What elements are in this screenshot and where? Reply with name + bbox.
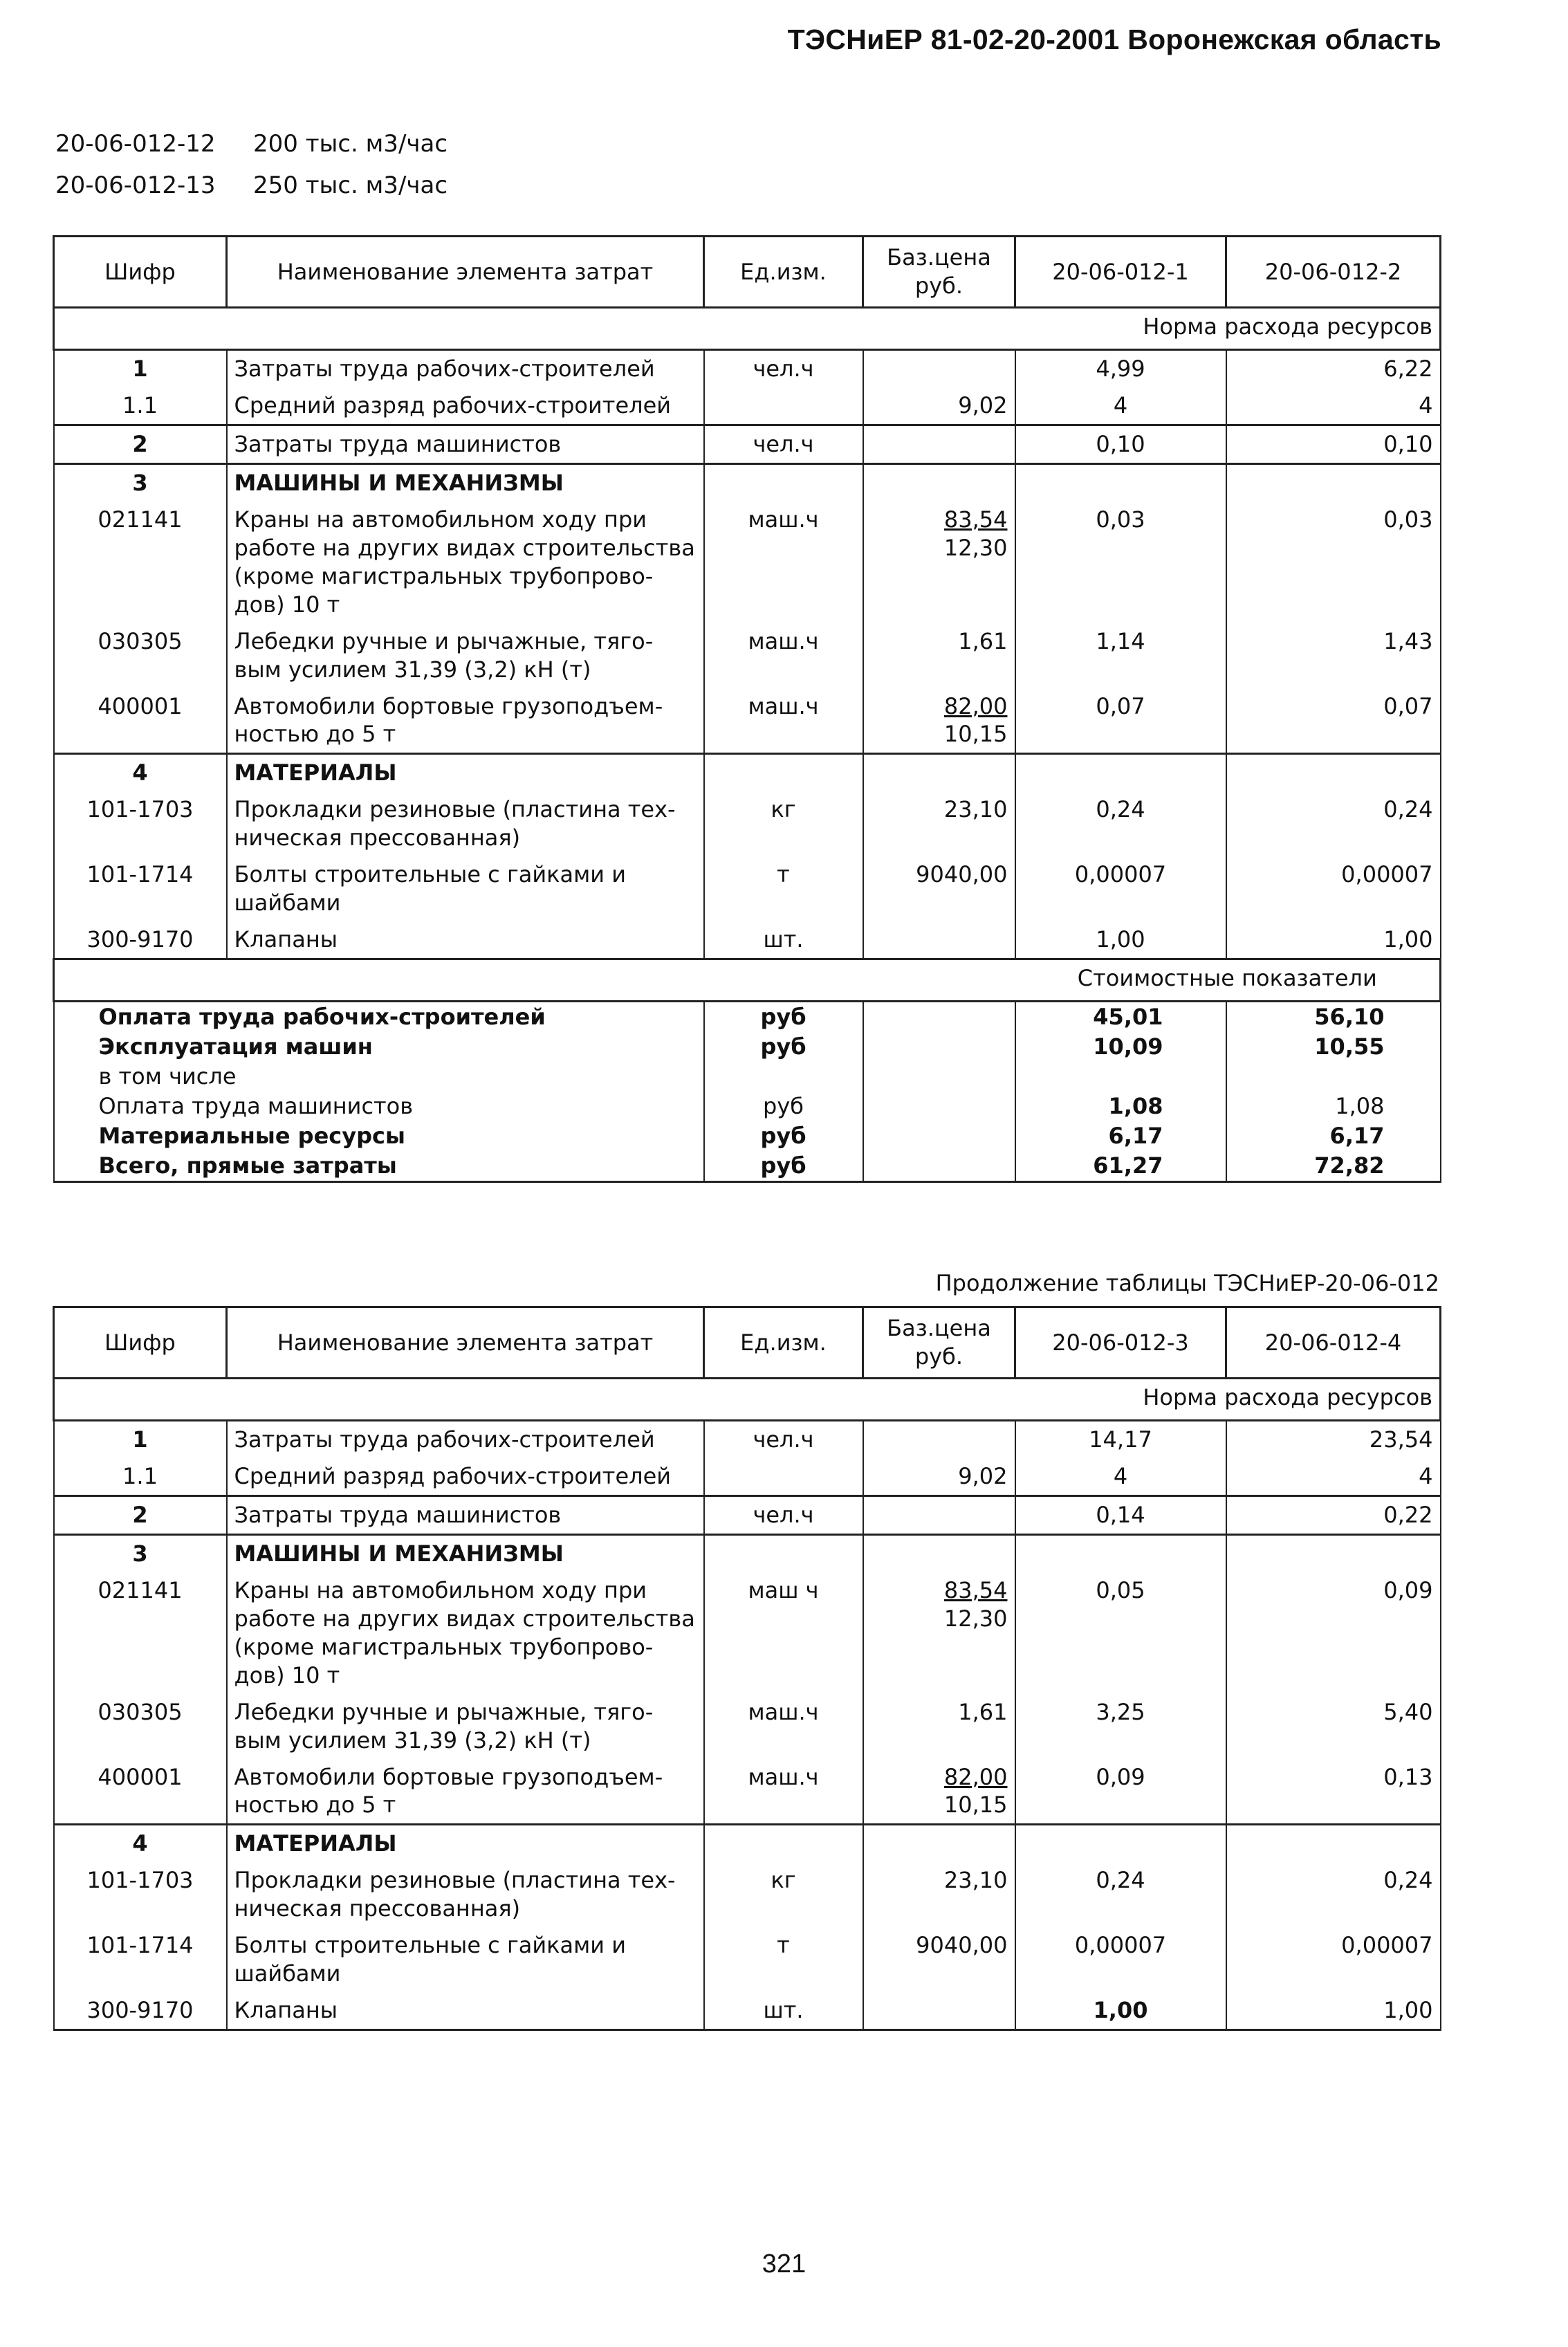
row-price <box>863 425 1015 463</box>
row-price: 9040,00 <box>863 1927 1015 1992</box>
table-row <box>54 1759 1441 1825</box>
row-unit: чел.ч <box>704 350 863 387</box>
table-row <box>54 623 1441 688</box>
cost-row-value-a: 61,27 <box>1015 1151 1226 1181</box>
row-name: Затраты труда рабочих-строителей <box>227 350 704 387</box>
cost-row-value-b: 6,17 <box>1226 1121 1441 1151</box>
row-value-a <box>1015 1825 1226 1862</box>
price-top: 82,00 <box>943 1763 1008 1790</box>
norm-label-spacer <box>54 308 1015 350</box>
row-price: 1,61 <box>863 1694 1015 1759</box>
header-unit: Ед.изм. <box>704 237 863 308</box>
cost-row-label: в том числе <box>54 1062 704 1092</box>
cost-row-value-b: 10,55 <box>1226 1032 1441 1062</box>
row-price <box>863 1534 1015 1572</box>
row-unit: т <box>704 1927 863 1992</box>
row-value-a: 1,00 <box>1015 1992 1226 2030</box>
row-value-b: 23,54 <box>1226 1421 1441 1458</box>
row-code: 021141 <box>54 1572 227 1694</box>
row-price: 9040,00 <box>863 856 1015 921</box>
price-bottom: 12,30 <box>943 534 1008 561</box>
table-row <box>54 1495 1441 1534</box>
row-value-b: 0,13 <box>1226 1759 1441 1825</box>
row-code: 101-1703 <box>54 791 227 856</box>
row-price <box>863 1421 1015 1458</box>
row-code: 400001 <box>54 688 227 754</box>
row-name: Затраты труда машинистов <box>227 1495 704 1534</box>
row-code: 1 <box>54 1421 227 1458</box>
continuation-caption: Продолжение таблицы ТЭСНиЕР-20-06-012 <box>935 1270 1439 1296</box>
pre-line-text: 200 тыс. м3/час <box>253 130 448 158</box>
row-price <box>863 688 1015 754</box>
header-code: Шифр <box>54 1307 227 1379</box>
row-code: 2 <box>54 1495 227 1534</box>
row-unit: маш.ч <box>704 1694 863 1759</box>
table-row <box>54 501 1441 623</box>
table-row <box>54 425 1441 463</box>
row-value-a <box>1015 754 1226 791</box>
row-value-a: 0,24 <box>1015 1862 1226 1927</box>
row-name: Лебедки ручные и рычажные, тяго-вым усилием 31,39 (3,2) кН (т) <box>227 1694 704 1759</box>
page-number: 321 <box>762 2249 806 2279</box>
row-value-b: 0,00007 <box>1226 856 1441 921</box>
cost-row-price <box>863 1032 1015 1062</box>
row-name: Средний разряд рабочих-строителей <box>227 387 704 425</box>
price-bottom: 10,15 <box>943 1792 1008 1819</box>
table-row <box>54 688 1441 754</box>
row-value-b: 0,03 <box>1226 501 1441 623</box>
row-unit <box>704 754 863 791</box>
document-header: ТЭСНиЕР 81-02-20-2001 Воронежская область <box>787 24 1441 55</box>
row-value-a: 4,99 <box>1015 350 1226 387</box>
row-price: 9,02 <box>863 387 1015 425</box>
row-code: 4 <box>54 1825 227 1862</box>
price-top: 82,00 <box>943 692 1008 719</box>
header-price <box>863 1307 1015 1379</box>
cost-row <box>54 1002 1441 1032</box>
cost-row-unit <box>704 1062 863 1092</box>
row-price <box>863 1495 1015 1534</box>
row-unit: кг <box>704 791 863 856</box>
row-name: Болты строительные с гайками и шайбами <box>227 1927 704 1992</box>
row-code: 101-1714 <box>54 1927 227 1992</box>
header-price-line2: руб. <box>914 273 963 299</box>
row-value-b <box>1226 1825 1441 1862</box>
price-top: 83,54 <box>943 1576 1008 1603</box>
norm-label: Норма расхода ресурсов <box>1015 308 1441 350</box>
section-row <box>54 463 1441 501</box>
table-row <box>54 791 1441 856</box>
row-value-a: 0,05 <box>1015 1572 1226 1694</box>
row-name: Автомобили бортовые грузоподъем-ностью до 5 т <box>227 688 704 754</box>
row-value-a: 0,10 <box>1015 425 1226 463</box>
table-row <box>54 387 1441 425</box>
cost-row-label: Оплата труда машинистов <box>54 1092 704 1121</box>
row-price: 1,61 <box>863 623 1015 688</box>
row-code: 400001 <box>54 1759 227 1825</box>
section-row <box>54 1534 1441 1572</box>
row-unit <box>704 1534 863 1572</box>
pre-line <box>55 130 448 158</box>
row-code: 030305 <box>54 1694 227 1759</box>
header-col-a: 20-06-012-3 <box>1015 1307 1226 1379</box>
norm-label-spacer <box>54 1379 1015 1421</box>
row-code: 2 <box>54 425 227 463</box>
row-name: Затраты труда машинистов <box>227 425 704 463</box>
section-title: МАТЕРИАЛЫ <box>227 1825 704 1862</box>
row-unit: маш.ч <box>704 688 863 754</box>
row-name: Прокладки резиновые (пластина тех-ническая прессованная) <box>227 791 704 856</box>
row-value-a: 1,14 <box>1015 623 1226 688</box>
row-unit <box>704 1825 863 1862</box>
row-name: Средний разряд рабочих-строителей <box>227 1458 704 1495</box>
row-value-b: 0,00007 <box>1226 1927 1441 1992</box>
cost-row <box>54 1062 1441 1092</box>
table-header-row <box>54 1307 1441 1379</box>
row-code: 030305 <box>54 623 227 688</box>
row-unit: чел.ч <box>704 425 863 463</box>
header-unit: Ед.изм. <box>704 1307 863 1379</box>
row-unit: чел.ч <box>704 1421 863 1458</box>
header-col-b: 20-06-012-4 <box>1226 1307 1441 1379</box>
section-title: МАШИНЫ И МЕХАНИЗМЫ <box>227 1534 704 1572</box>
row-value-b: 4 <box>1226 387 1441 425</box>
pre-line <box>55 172 448 199</box>
row-price <box>863 350 1015 387</box>
resource-table-1 <box>53 235 1441 1183</box>
header-price <box>863 237 1015 308</box>
section-title: МАШИНЫ И МЕХАНИЗМЫ <box>227 463 704 501</box>
cost-row-value-b <box>1226 1062 1441 1092</box>
row-name: Болты строительные с гайками и шайбами <box>227 856 704 921</box>
section-title: МАТЕРИАЛЫ <box>227 754 704 791</box>
cost-row-price <box>863 1062 1015 1092</box>
cost-row-label: Всего, прямые затраты <box>54 1151 704 1181</box>
row-name: Лебедки ручные и рычажные, тяго-вым усилием 31,39 (3,2) кН (т) <box>227 623 704 688</box>
norm-label-row <box>54 308 1441 350</box>
row-unit <box>704 1458 863 1495</box>
row-value-a: 0,09 <box>1015 1759 1226 1825</box>
cost-row-unit: руб <box>704 1121 863 1151</box>
price-bottom: 10,15 <box>943 721 1008 748</box>
row-code: 021141 <box>54 501 227 623</box>
row-unit: чел.ч <box>704 1495 863 1534</box>
row-value-a: 0,00007 <box>1015 856 1226 921</box>
row-value-b: 5,40 <box>1226 1694 1441 1759</box>
header-price-line1: Баз.цена <box>887 244 991 271</box>
row-value-a: 4 <box>1015 387 1226 425</box>
table-row <box>54 1992 1441 2030</box>
cost-label: Стоимостные показатели <box>1015 959 1441 1002</box>
cost-row-value-a: 10,09 <box>1015 1032 1226 1062</box>
section-row <box>54 1825 1441 1862</box>
cost-row-price <box>863 1121 1015 1151</box>
row-code: 3 <box>54 1534 227 1572</box>
row-code: 101-1703 <box>54 1862 227 1927</box>
cost-row-price <box>863 1002 1015 1032</box>
header-name: Наименование элемента затрат <box>227 1307 704 1379</box>
cost-row-value-a: 6,17 <box>1015 1121 1226 1151</box>
cost-row-value-a: 1,08 <box>1015 1092 1226 1121</box>
row-unit: шт. <box>704 1992 863 2030</box>
row-code: 1 <box>54 350 227 387</box>
cost-label-row <box>54 959 1441 1002</box>
cost-row-unit: руб <box>704 1151 863 1181</box>
row-value-b: 0,07 <box>1226 688 1441 754</box>
row-value-a: 0,00007 <box>1015 1927 1226 1992</box>
row-value-a: 0,14 <box>1015 1495 1226 1534</box>
header-name: Наименование элемента затрат <box>227 237 704 308</box>
table-row <box>54 1862 1441 1927</box>
cost-label-spacer <box>54 959 1015 1002</box>
row-name: Клапаны <box>227 921 704 959</box>
row-value-b: 0,09 <box>1226 1572 1441 1694</box>
row-value-b <box>1226 1534 1441 1572</box>
cost-row-value-a: 45,01 <box>1015 1002 1226 1032</box>
cost-row-price <box>863 1092 1015 1121</box>
cost-row-value-b: 56,10 <box>1226 1002 1441 1032</box>
row-code: 1.1 <box>54 1458 227 1495</box>
cost-row-unit: руб <box>704 1032 863 1062</box>
row-value-a <box>1015 1534 1226 1572</box>
row-code: 1.1 <box>54 387 227 425</box>
header-code: Шифр <box>54 237 227 308</box>
row-value-a: 4 <box>1015 1458 1226 1495</box>
row-value-b <box>1226 754 1441 791</box>
cost-row <box>54 1121 1441 1151</box>
row-value-b: 0,24 <box>1226 791 1441 856</box>
table-row <box>54 921 1441 959</box>
row-value-a: 14,17 <box>1015 1421 1226 1458</box>
row-price <box>863 501 1015 623</box>
row-value-b: 1,43 <box>1226 623 1441 688</box>
cost-row <box>54 1092 1441 1121</box>
section-row <box>54 754 1441 791</box>
row-price <box>863 1992 1015 2030</box>
row-value-b: 1,00 <box>1226 1992 1441 2030</box>
row-unit: маш.ч <box>704 1759 863 1825</box>
row-name: Прокладки резиновые (пластина тех-ническая прессованная) <box>227 1862 704 1927</box>
row-unit: маш.ч <box>704 501 863 623</box>
row-value-a: 1,00 <box>1015 921 1226 959</box>
row-price <box>863 921 1015 959</box>
table-row <box>54 1421 1441 1458</box>
row-price: 9,02 <box>863 1458 1015 1495</box>
table-row <box>54 1694 1441 1759</box>
cost-row-label: Оплата труда рабочих-строителей <box>54 1002 704 1032</box>
row-value-a <box>1015 463 1226 501</box>
row-unit: маш.ч <box>704 623 863 688</box>
table-row <box>54 1927 1441 1992</box>
cost-row <box>54 1151 1441 1181</box>
row-code: 300-9170 <box>54 921 227 959</box>
row-code: 4 <box>54 754 227 791</box>
row-unit: кг <box>704 1862 863 1927</box>
norm-label: Норма расхода ресурсов <box>1015 1379 1441 1421</box>
cost-row-label: Эксплуатация машин <box>54 1032 704 1062</box>
row-name: Затраты труда рабочих-строителей <box>227 1421 704 1458</box>
table-row <box>54 1458 1441 1495</box>
row-code: 101-1714 <box>54 856 227 921</box>
table-header-row <box>54 237 1441 308</box>
cost-row-price <box>863 1151 1015 1181</box>
row-value-b: 1,00 <box>1226 921 1441 959</box>
row-name: Краны на автомобильном ходу при работе на других видах строительства (кроме магистральных трубопрово-дов) 10 т <box>227 501 704 623</box>
table-row <box>54 856 1441 921</box>
cost-row-unit: руб <box>704 1002 863 1032</box>
row-value-b: 0,22 <box>1226 1495 1441 1534</box>
header-col-b: 20-06-012-2 <box>1226 237 1441 308</box>
row-value-b: 4 <box>1226 1458 1441 1495</box>
header-col-a: 20-06-012-1 <box>1015 237 1226 308</box>
row-value-a: 0,03 <box>1015 501 1226 623</box>
row-price <box>863 754 1015 791</box>
row-value-a: 3,25 <box>1015 1694 1226 1759</box>
header-price-line1: Баз.цена <box>887 1315 991 1342</box>
price-bottom: 12,30 <box>943 1605 1008 1632</box>
row-unit: шт. <box>704 921 863 959</box>
row-unit: маш ч <box>704 1572 863 1694</box>
resource-table-2 <box>53 1306 1441 2031</box>
row-unit: т <box>704 856 863 921</box>
row-value-a: 0,24 <box>1015 791 1226 856</box>
row-code: 300-9170 <box>54 1992 227 2030</box>
row-unit <box>704 463 863 501</box>
pre-line-code: 20-06-012-12 <box>55 130 216 158</box>
cost-row-value-a <box>1015 1062 1226 1092</box>
row-name: Клапаны <box>227 1992 704 2030</box>
row-price <box>863 1572 1015 1694</box>
row-price <box>863 1759 1015 1825</box>
row-value-b <box>1226 463 1441 501</box>
row-price: 23,10 <box>863 1862 1015 1927</box>
row-name: Автомобили бортовые грузоподъем-ностью до 5 т <box>227 1759 704 1825</box>
header-price-line2: руб. <box>914 1343 963 1370</box>
cost-row-label: Материальные ресурсы <box>54 1121 704 1151</box>
table-row <box>54 1572 1441 1694</box>
row-value-b: 0,24 <box>1226 1862 1441 1927</box>
pre-line-code: 20-06-012-13 <box>55 172 216 199</box>
price-top: 83,54 <box>943 506 1008 533</box>
norm-label-row <box>54 1379 1441 1421</box>
pre-line-text: 250 тыс. м3/час <box>253 172 448 199</box>
row-value-b: 0,10 <box>1226 425 1441 463</box>
row-unit <box>704 387 863 425</box>
cost-row-unit: руб <box>704 1092 863 1121</box>
row-price: 23,10 <box>863 791 1015 856</box>
row-value-a: 0,07 <box>1015 688 1226 754</box>
row-price <box>863 463 1015 501</box>
row-price <box>863 1825 1015 1862</box>
cost-row-value-b: 1,08 <box>1226 1092 1441 1121</box>
row-code: 3 <box>54 463 227 501</box>
cost-row-value-b: 72,82 <box>1226 1151 1441 1181</box>
row-name: Краны на автомобильном ходу при работе на других видах строительства (кроме магистральных трубопрово-дов) 10 т <box>227 1572 704 1694</box>
row-value-b: 6,22 <box>1226 350 1441 387</box>
cost-row <box>54 1032 1441 1062</box>
table-row <box>54 350 1441 387</box>
